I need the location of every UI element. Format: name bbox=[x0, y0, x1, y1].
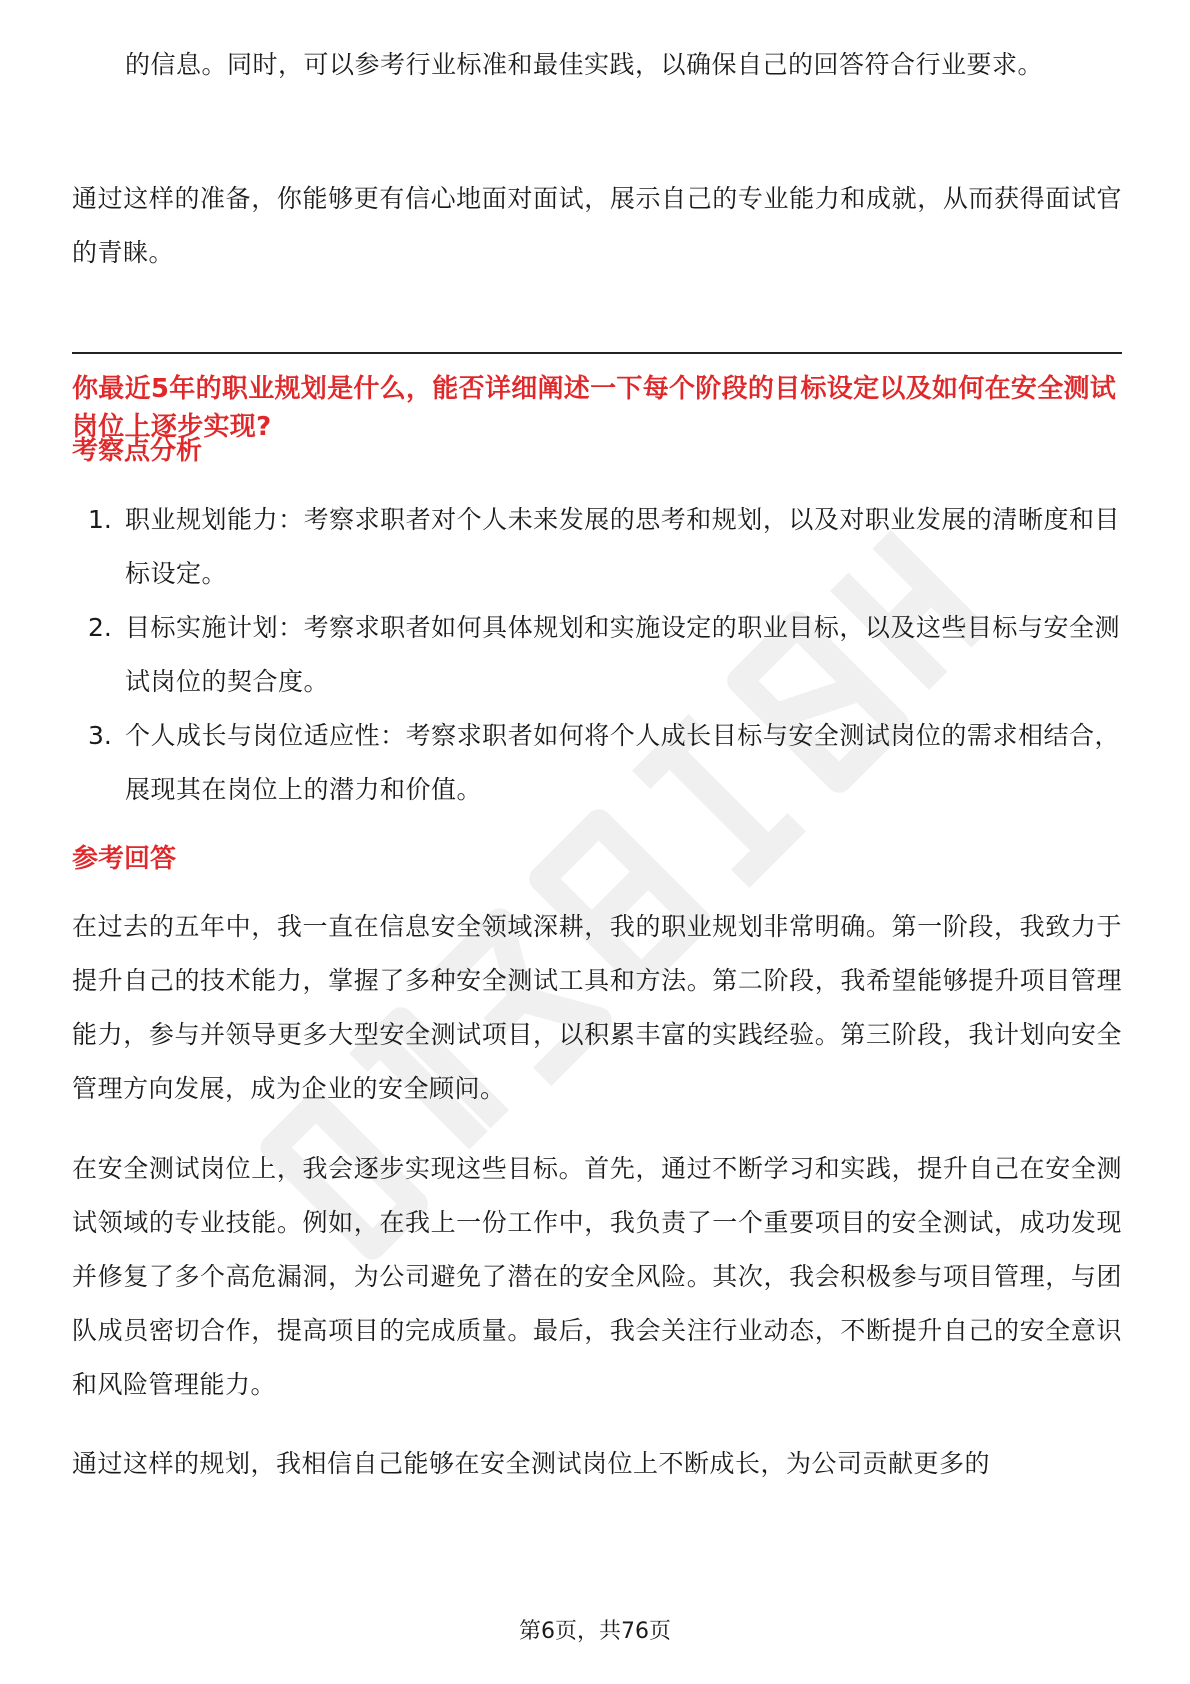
list-item-text: 个人成长与岗位适应性：考察求职者如何将个人成长目标与安全测试岗位的需求相结合，展现其在岗位上的潜力和价值。 bbox=[125, 721, 1120, 804]
answer-paragraph: 在过去的五年中，我一直在信息安全领域深耕，我的职业规划非常明确。第一阶段，我致力于提升自己的技术能力，掌握了多种安全测试工具和方法。第二阶段，我希望能够提升项目管理能力，参与并领导更多大型安全测试项目，以积累丰富的实践经验。第三阶段，我计划向安全管理方向发展，成为企业的安全顾问。 bbox=[72, 912, 1122, 1103]
preparation-paragraph: 通过这样的准备，你能够更有信心地面对面试，展示自己的专业能力和成就，从而获得面试官的青睐。 bbox=[72, 184, 1122, 267]
list-item-text: 目标实施计划：考察求职者如何具体规划和实施设定的职业目标，以及这些目标与安全测试岗位的契合度。 bbox=[125, 613, 1120, 696]
page-indicator: 第6页，共76页 bbox=[519, 1619, 671, 1644]
question-heading: 你最近5年的职业规划是什么，能否详细阐述一下每个阶段的目标设定以及如何在安全测试岗位上逐步实现? bbox=[72, 374, 1117, 442]
list-item-number: 2. bbox=[88, 613, 112, 642]
continued-paragraph: 的信息。同时，可以参考行业标准和最佳实践，以确保自己的回答符合行业要求。 bbox=[125, 50, 1044, 79]
list-item-text: 职业规划能力：考察求职者对个人未来发展的思考和规划，以及对职业发展的清晰度和目标设定。 bbox=[125, 505, 1120, 588]
section-divider bbox=[72, 352, 1122, 354]
analysis-heading: 考察点分析 bbox=[72, 436, 203, 466]
answer-heading: 参考回答 bbox=[72, 844, 177, 874]
answer-paragraph: 通过这样的规划，我相信自己能够在安全测试岗位上不断成长，为公司贡献更多的 bbox=[72, 1449, 991, 1478]
list-item-number: 3. bbox=[88, 721, 112, 750]
list-item-number: 1. bbox=[88, 505, 112, 534]
answer-paragraph: 在安全测试岗位上，我会逐步实现这些目标。首先，通过不断学习和实践，提升自己在安全测试领域的专业技能。例如，在我上一份工作中，我负责了一个重要项目的安全测试，成功发现并修复了多个高危漏洞，为公司避免了潜在的安全风险。其次，我会积极参与项目管理，与团队成员密切合作，提高项目的完成质量。最后，我会关注行业动态，不断提升自己的安全意识和风险管理能力。 bbox=[72, 1154, 1122, 1399]
